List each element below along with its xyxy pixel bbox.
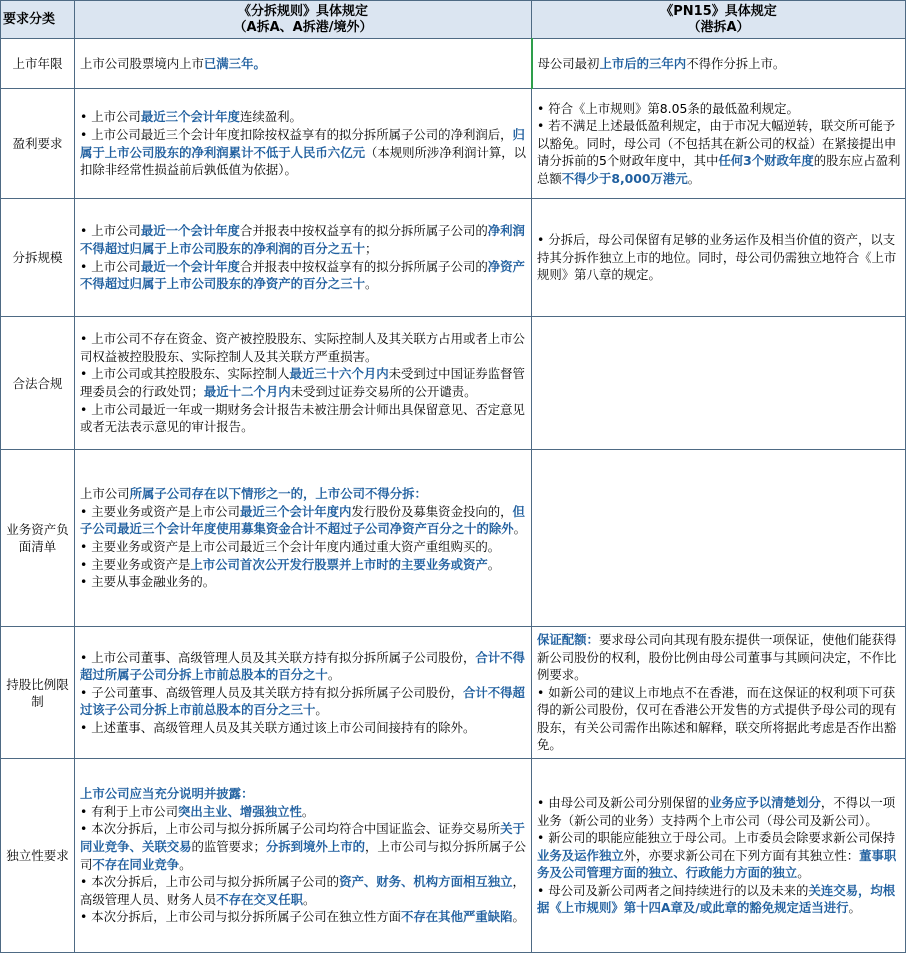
bullet-item [80,126,527,179]
bullet-item [80,908,527,926]
body-text: ； [364,240,378,256]
body-text: 。 [315,702,328,718]
emphasis-text: 最近一个会计年度 [140,223,240,239]
bullet-item [80,649,527,684]
emphasis-text: 最近一个会计年度 [140,258,240,274]
emphasis-text: 最近三个会计年度内 [239,503,352,519]
emphasis-text: 分拆到境外上市的 [265,838,365,854]
category-cell: 持股比例限制 [1,627,75,759]
emphasis-text: 归属于上市公司股东的净利润累计不低于人民币六亿元 [80,126,525,160]
bullet-item [80,108,527,126]
body-text: 主要业务或资产是 [91,556,191,572]
table-row [1,199,906,317]
header-rules-column [75,1,532,39]
rules-cell [75,627,532,759]
body-text: 上市公司股票境内上市 [80,55,204,71]
category-cell: 上市年限 [1,39,75,89]
body-text: 上市公司董事、高级管理人员及其关联方持有拟分拆所属子公司股份， [91,649,476,665]
category-cell: 独立性要求 [1,759,75,953]
table-row [1,627,906,759]
bullet-item [537,882,901,917]
paragraph [537,631,901,684]
paragraph [80,785,527,803]
body-text: 上市公司 [91,109,141,125]
pn15-cell [532,317,906,450]
emphasis-text: 突出主业、增强独立性 [177,803,302,819]
bullet-item [80,556,527,574]
emphasis-text: 资产、财务、机构方面相互独立 [339,874,513,890]
body-text: 。 [512,909,525,925]
table-row [1,39,906,89]
emphasis-text: 净资产不得超过归属于上市公司股东的净资产的百分之三十 [80,258,525,292]
body-text: 子公司董事、高级管理人员及其关联方持有拟分拆所属子公司股份， [91,684,463,700]
emphasis-text: 已满三年。 [203,55,266,71]
rules-cell [75,199,532,317]
pn15-cell [532,89,906,199]
body-text: 上述董事、高级管理人员及其关联方通过该上市公司间接持有的除外。 [91,719,476,735]
pn15-cell [532,199,906,317]
body-text: 上市公司最近三个会计年度扣除按权益享有的拟分拆所属子公司的净利润后， [91,126,513,142]
emphasis-text: 关于同业竞争、关联交易 [80,821,525,854]
bullet-item [537,100,901,118]
header-rules-title: 《分拆规则》具体规定 [237,3,368,19]
header-pn15-column [532,1,906,39]
body-text: 如新公司的建议上市地点不在香港，而在这保证的权利项下可获得的新公司股份，仅可在香港公开发售的方式提供予母公司的现有股东，有关公司需作出陈述和解释，联交所将据此考虑是否作出豁免。 [537,684,897,753]
body-text: ，不得以一项业务（新公司的业务）支持两个上市公司（母公司及新公司）。 [537,794,896,828]
bullet-item [537,117,901,187]
bullet-item [80,719,527,737]
emphasis-text: 任何3个财政年度 [718,153,814,169]
bullet-item [80,538,527,556]
emphasis-text: 所属子公司存在以下情形之一的，上市公司不得分拆： [129,486,427,502]
paragraph [80,485,527,503]
bullet-item [80,803,527,821]
rules-cell [75,759,532,953]
body-text: 的股东应占盈利总额 [537,153,901,186]
body-text: 本次分拆后，上市公司与拟分拆所属子公司在独立性方面 [91,909,402,925]
emphasis-text: 保证配额： [537,631,599,647]
header-row [1,1,906,39]
body-text: 由母公司及新公司分别保留的 [548,794,710,810]
body-text: 连续盈利。 [239,109,302,125]
bullet-item [80,573,527,591]
body-text: 有利于上市公司 [91,803,178,819]
body-text: 上市公司最近一年或一期财务会计报告未被注册会计师出具保留意见、否定意见或者无法表示意见的审计报告。 [80,401,525,435]
emphasis-text: 合计不得超过所属子公司分拆上市前总股本的百分之十 [80,649,525,683]
pn15-cell [532,450,906,627]
emphasis-text: 关连交易，均根据《上市规则》第十四A章及/或此章的豁免规定适当进行 [537,882,896,916]
emphasis-text: 但子公司最近三个会计年度使用募集资金合计不超过子公司净资产百分之十的除外 [80,503,525,537]
bullet-item [80,401,527,436]
body-text: 合并报表中按权益享有的拟分拆所属子公司的 [239,223,488,239]
header-rules-subtitle: （A拆A、A拆港/境外） [233,19,373,35]
body-text: 本次分拆后，上市公司与拟分拆所属子公司的 [91,874,340,890]
body-text: ，上市公司与拟分拆所属子公司 [80,838,527,872]
rules-cell [75,450,532,627]
header-category: 要求分类 [1,1,75,39]
bullet-item [80,684,527,719]
body-text: 分拆后，母公司保留有足够的业务运作及相当价值的资产，以支持其分拆作独立上市的地位。同时，母公司仍需独立地符合《上市规则》第八章的规定。 [537,232,897,283]
bullet-item [537,829,901,882]
category-cell: 分拆规模 [1,199,75,317]
emphasis-text: 净利润不得超过归属于上市公司股东的净利润的百分之五十 [80,223,525,256]
table-row [1,759,906,953]
emphasis-text: 不存在交叉任职 [216,891,304,907]
bullet-item [80,503,527,538]
body-text: 外，亦要求新公司在下列方面有其独立性： [623,847,860,863]
emphasis-text: 最近三个会计年度 [140,109,240,125]
body-text: 。 [301,803,315,819]
paragraph [80,55,527,73]
body-text: ，高级管理人员、财务人员 [80,874,525,907]
emphasis-text: 最近三十六个月内 [289,366,389,382]
emphasis-text: 董事职务及公司管理方面的独立、行政能力方面的独立 [537,847,897,881]
emphasis-text: 不存在其他严重缺陷 [401,909,513,925]
bullet-item [80,820,527,873]
body-text: 发行股份及募集资金投向的， [351,503,513,519]
bullet-item [80,330,527,365]
bullet-item [537,231,901,284]
body-text: 要求母公司向其现有股东提供一项保证，使他们能获得新公司股份的权利，股份比例由母公司董事与其顾问决定，不作比例要求。 [537,631,897,683]
body-text: 母公司最初 [537,55,600,71]
body-text: 上市公司 [80,486,130,502]
body-text: 若不满足上述最低盈利规定，由于市况大幅逆转，联交所可能予以豁免。同时，母公司（不包括其在新公司的权益）在紧接提出申请分拆前的5个财政年度中，其中 [537,118,897,169]
pn15-cell [532,759,906,953]
bullet-item [80,222,527,257]
body-text: 。 [797,865,810,881]
body-text: 。 [513,521,527,537]
emphasis-text: 上市公司应当充分说明并披露： [80,786,254,802]
rules-cell [75,39,532,89]
category-cell: 合法合规 [1,317,75,450]
body-text: 的监管要求； [191,838,266,854]
body-text: 本次分拆后，上市公司与拟分拆所属子公司均符合中国证监会、证券交易所 [91,821,501,837]
body-text: 上市公司不存在资金、资产被控股股东、实际控制人及其关联方占用或者上市公司权益被控股股东、实际控制人及其关联方严重损害。 [80,331,525,364]
body-text: 母公司及新公司两者之间持续进行的以及未来的 [548,882,809,898]
table-row [1,317,906,450]
pn15-cell [532,39,906,89]
body-text: 新公司的职能应能独立于母公司。上市委员会除要求新公司保持 [548,830,896,846]
pn15-cell [532,627,906,759]
rules-cell [75,89,532,199]
emphasis-text: 不得少于8,000万港元 [561,170,688,186]
emphasis-text: 合计不得超过该子公司分拆上市前总股本的百分之三十 [80,684,525,718]
body-text: 主要从事金融业务的。 [91,574,216,590]
emphasis-text: 业务应予以清楚划分 [709,794,821,810]
body-text: 合并报表中按权益享有的拟分拆所属子公司的 [239,258,488,274]
bullet-item [80,258,527,293]
body-text: 。 [303,891,316,907]
emphasis-text: 上市公司首次公开发行股票并上市时的主要业务或资产 [190,556,488,572]
header-pn15-title: 《PN15》具体规定 [660,3,777,19]
body-text: 。 [687,170,701,186]
emphasis-text: 最近十二个月内 [203,384,291,399]
body-text: 不得作分拆上市。 [686,55,786,71]
category-cell: 盈利要求 [1,89,75,199]
body-text: 未受到过中国证券监督管理委员会的行政处罚； [80,366,525,399]
bullet-item [80,873,527,908]
body-text: 。 [848,900,861,916]
body-text: 上市公司 [91,258,141,274]
body-text: 符合《上市规则》第8.05条的最低盈利规定。 [548,100,799,116]
body-text: 。 [364,276,378,292]
body-text: 上市公司或其控股股东、实际控制人 [91,366,290,382]
body-text: 。 [179,856,192,872]
emphasis-text: 上市后的三年内 [599,55,687,71]
paragraph [538,55,902,73]
bullet-item [80,365,527,400]
category-cell: 业务资产负面清单 [1,450,75,627]
emphasis-text: 业务及运作独立 [537,847,624,863]
body-text: 主要业务或资产是上市公司最近三个会计年度内通过重大资产重组购买的。 [91,539,501,554]
body-text: 。 [487,556,501,572]
body-text: 上市公司 [91,223,141,239]
body-text: （本规则所涉净利润计算，以扣除非经常性损益前后孰低值为依据）。 [80,144,527,178]
header-pn15-subtitle: （港拆A） [687,19,750,35]
body-text: 主要业务或资产是上市公司 [91,503,240,519]
emphasis-text: 不存在同业竞争 [92,856,180,872]
body-text: 未受到过证券交易所的公开谴责。 [290,384,477,399]
body-text: 。 [327,667,341,683]
table-row [1,89,906,199]
table-row [1,450,906,627]
bullet-item [537,684,901,754]
bullet-item [537,794,901,829]
rules-cell [75,317,532,450]
